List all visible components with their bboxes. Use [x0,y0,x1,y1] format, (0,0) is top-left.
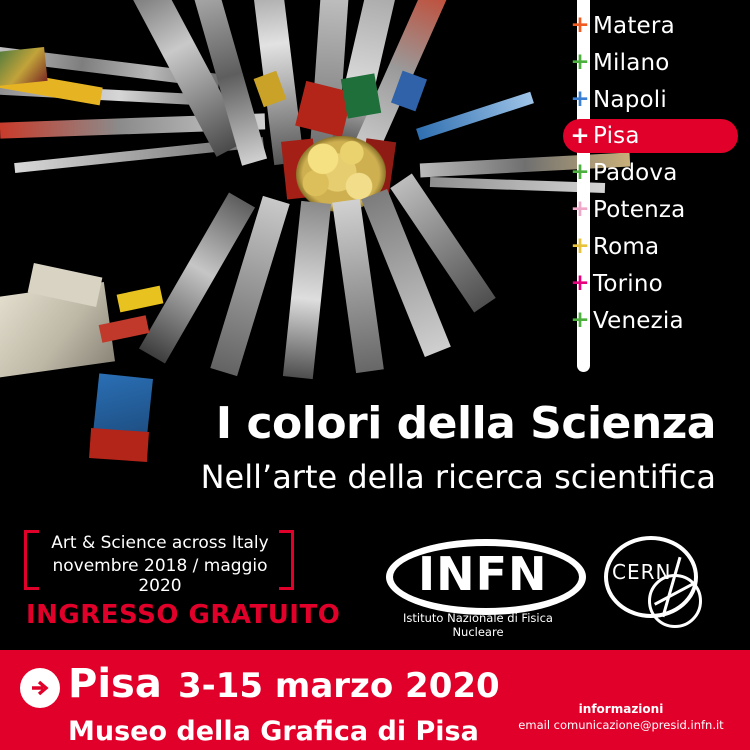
footer-info-email[interactable]: email comunicazione@presid.infn.it [518,718,724,732]
infn-logo [378,533,578,639]
project-name: Art & Science across Italy [51,533,269,553]
footer-dates: 3-15 marzo 2020 [178,666,500,706]
collage-shard [117,286,164,313]
city-item-padova[interactable] [563,154,738,191]
cern-small-ring-icon [648,574,702,628]
city-item-pisa[interactable] [563,119,738,153]
plus-icon: + [570,12,590,38]
bracket-left [24,530,39,590]
city-label: Milano [593,49,670,76]
free-entry-label: INGRESSO GRATUITO [26,600,341,630]
city-item-potenza[interactable] [563,191,738,228]
city-item-roma[interactable] [563,228,738,265]
city-label: Roma [593,233,660,260]
city-list[interactable] [563,0,738,339]
project-period: novembre 2018 / maggio 2020 [52,556,268,596]
plus-icon: + [570,233,590,259]
cern-logo [600,530,710,630]
infn-wordmark: INFN [418,547,548,601]
footer-bar [0,650,750,750]
city-item-milano[interactable] [563,44,738,81]
plus-icon: + [570,159,590,185]
city-item-napoli[interactable] [563,81,738,118]
plus-icon: + [570,307,590,333]
city-label: Napoli [593,86,667,113]
city-label [593,0,683,2]
city-item-venezia[interactable] [563,302,738,339]
cern-wordmark: CERN [612,560,672,584]
plus-icon: + [570,86,590,112]
city-item-torino[interactable] [563,265,738,302]
collage-petal [283,201,331,379]
city-item-genova[interactable] [563,0,738,7]
infn-subtitle: Istituto Nazionale di Fisica Nucleare [403,611,553,639]
city-label: Matera [593,12,675,39]
city-label: Potenza [593,196,686,223]
poster-title: I colori della Scienza [215,398,716,449]
footer-city: Pisa [68,661,162,707]
plus-icon: + [570,49,590,75]
city-label: Pisa [593,123,640,149]
city-label: Torino [593,270,663,297]
plus-icon: + [570,270,590,296]
footer-venue: Museo della Grafica di Pisa [68,716,479,747]
arrow-icon [20,668,60,708]
collage-artwork [0,0,600,410]
poster-subtitle: Nell’arte della ricerca scientifica [200,458,716,496]
bracket-right [279,530,294,590]
plus-icon: + [570,196,590,222]
city-label: Venezia [593,307,684,334]
city-label: Padova [593,159,678,186]
collage-shard [416,92,534,140]
footer-info [506,702,736,732]
city-item-matera[interactable] [563,7,738,44]
collage-shard [0,47,48,87]
plus-icon: + [570,122,590,149]
collage-shard [341,73,381,118]
footer-info-label: informazioni [578,702,664,716]
